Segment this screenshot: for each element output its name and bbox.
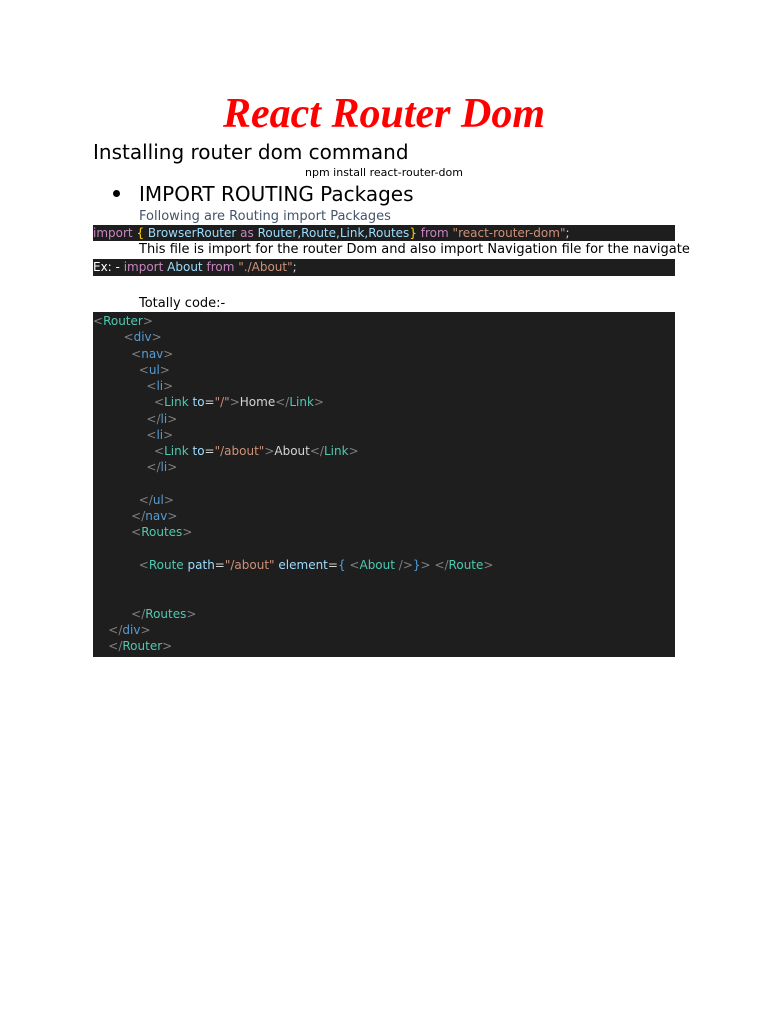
code-block bbox=[93, 312, 675, 657]
bullet-dot-icon bbox=[113, 190, 120, 197]
bullet-item bbox=[113, 180, 414, 208]
code-line-blank bbox=[93, 541, 675, 557]
code-line: </nav> bbox=[131, 509, 178, 523]
components-token: Router,Route,Link,Routes bbox=[257, 226, 410, 240]
keyword-import: import bbox=[123, 260, 164, 274]
brace-open: { bbox=[136, 226, 145, 240]
semicolon: ; bbox=[292, 260, 297, 274]
code-line: <li> bbox=[146, 379, 174, 393]
code-line: </li> bbox=[146, 460, 178, 475]
code-line-blank bbox=[93, 573, 675, 589]
install-heading: Installing router dom command bbox=[93, 140, 409, 164]
code-line: </ul> bbox=[138, 492, 174, 507]
about-identifier: About bbox=[167, 260, 203, 274]
code-line: <Link to="/about">About</Link> bbox=[154, 444, 359, 458]
code-line: </Routes> bbox=[131, 606, 197, 621]
code-line: </div> bbox=[108, 622, 151, 637]
code-line: <Route path="/about" element={ <About />}> </Route> bbox=[138, 557, 494, 572]
about-path-string: "./About" bbox=[238, 260, 293, 274]
brace-close: } bbox=[409, 226, 417, 240]
npm-command: npm install react-router-dom bbox=[305, 166, 463, 179]
bullet-heading: IMPORT ROUTING Packages bbox=[139, 182, 414, 206]
code-line: <Router> bbox=[93, 314, 153, 328]
keyword-from: from bbox=[206, 260, 235, 274]
code-line: <ul> bbox=[138, 362, 170, 377]
semicolon: ; bbox=[565, 226, 570, 240]
totally-code-label: Totally code:- bbox=[139, 296, 226, 311]
code-line: </Router> bbox=[108, 639, 173, 653]
code-line: <div> bbox=[123, 330, 162, 345]
keyword-import: import bbox=[93, 226, 133, 240]
explanation-text: This file is import for the router Dom and also import Navigation file for the navigate bbox=[139, 242, 690, 257]
example-code-line bbox=[93, 259, 675, 276]
document-title: React Router Dom bbox=[223, 91, 545, 137]
code-line-blank bbox=[93, 589, 675, 605]
code-line: <nav> bbox=[131, 346, 174, 361]
module-string: "react-router-dom" bbox=[452, 226, 566, 240]
code-line: <li> bbox=[146, 427, 174, 442]
keyword-as: as bbox=[240, 226, 254, 240]
code-line: <Link to="/">Home</Link> bbox=[154, 395, 324, 410]
code-line: </li> bbox=[146, 411, 178, 426]
browser-router-token: BrowserRouter bbox=[147, 226, 237, 240]
keyword-from: from bbox=[420, 226, 449, 240]
code-line: <Routes> bbox=[131, 525, 193, 540]
example-prefix: Ex: - bbox=[93, 260, 120, 274]
following-text: Following are Routing import Packages bbox=[139, 209, 391, 224]
import-code-line bbox=[93, 225, 675, 241]
code-line-blank bbox=[93, 476, 675, 492]
